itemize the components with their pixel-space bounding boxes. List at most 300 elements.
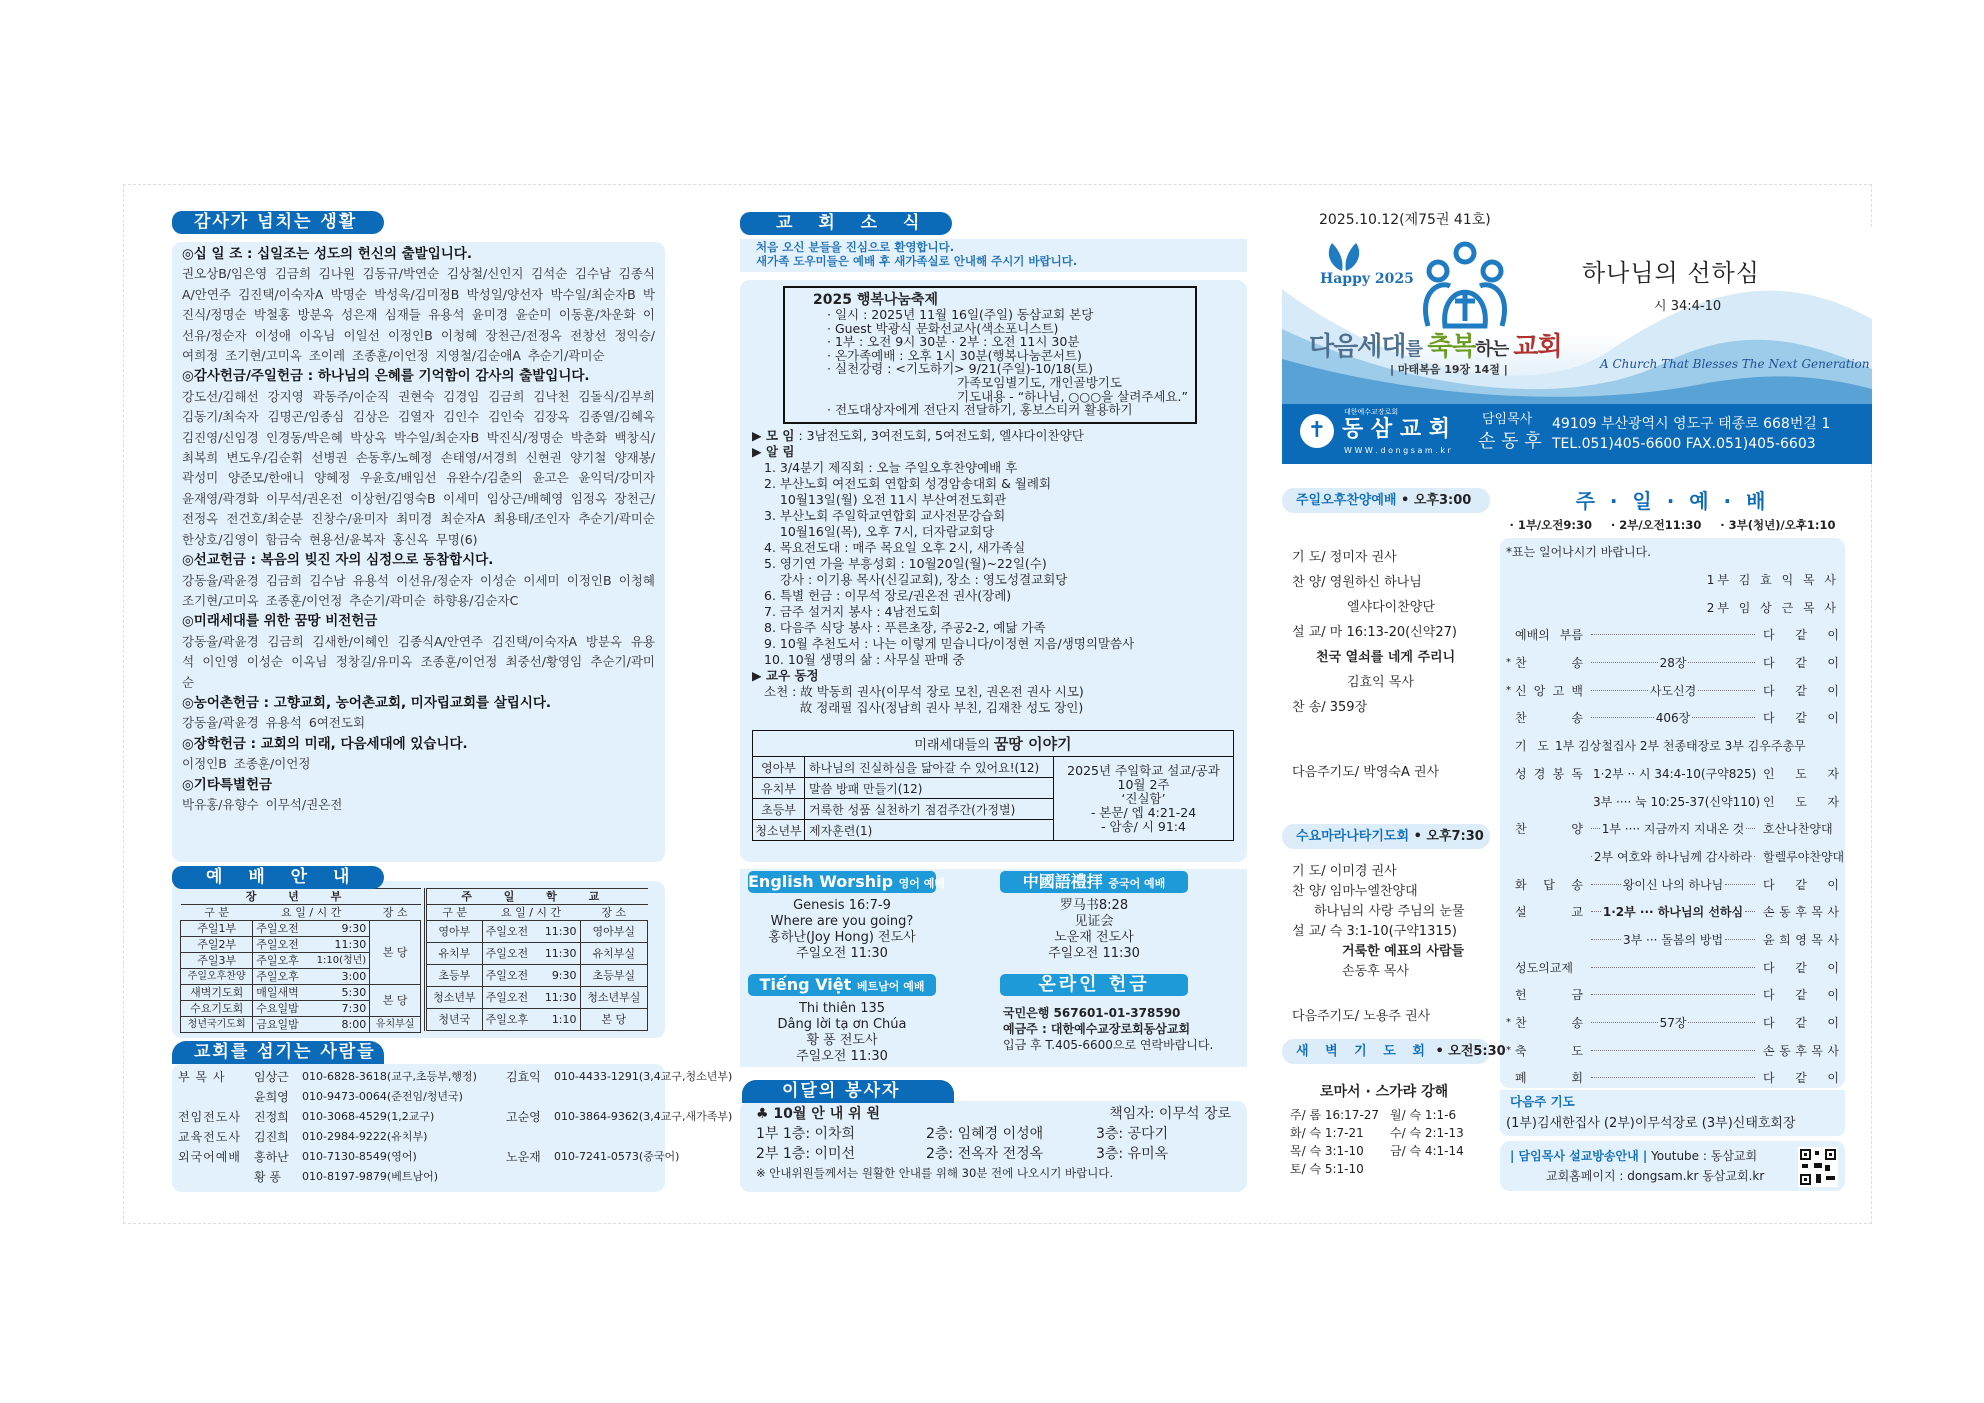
time-cell: 9:30 — [537, 965, 580, 987]
volunteer-assignment: 1부 1층: 이차희 — [756, 1126, 856, 1142]
condolence-line: 故 정래필 집사(정남희 권사 부친, 김재찬 성도 장인) — [764, 700, 1084, 715]
order-content-text: 1부 ···· 지금까지 지내온 것 — [1601, 822, 1745, 837]
worship-info-line: 주일오전 11:30 — [1048, 946, 1140, 961]
dotted-leader — [1725, 939, 1755, 940]
worship-order-row — [1506, 981, 1839, 1009]
future-title-prefix: 미래세대들의 — [914, 738, 990, 753]
dotted-leader — [1688, 662, 1755, 663]
worship-info-line: 홍하난(Joy Hong) 전도사 — [768, 930, 916, 945]
notice-item: 10월16일(목), 오후 7시, 더자람교회당 — [764, 524, 995, 539]
program-line: 기 도/ 이미경 권사 — [1292, 864, 1397, 879]
day-cell: 주일오전 — [482, 965, 537, 987]
dept-cell: 청소년부 — [753, 820, 805, 841]
english-worship-header — [748, 871, 945, 893]
order-content-text: 3부 ··· 돌봄의 방법 — [1622, 932, 1724, 947]
news-list — [752, 428, 1232, 716]
festival-item: 가족모임별기도, 개인골방기도 — [957, 374, 1122, 390]
time-cell: 11:30 — [537, 987, 580, 1009]
dotted-leader — [1591, 884, 1621, 885]
volunteers-note: ※ 안내위원들께서는 원활한 안내를 위해 30분 전에 나오시기 바랍니다. — [756, 1166, 1114, 1180]
adult-worship-table — [180, 888, 421, 1033]
volunteers-heading: ♣ 10월 안 내 위 원 — [756, 1106, 881, 1122]
worship-order-row — [1506, 1036, 1839, 1064]
service-name: 주일2부 — [181, 937, 253, 953]
notice-item: 6. 특별 헌금 : 이무석 장로/권온전 권사(장례) — [764, 588, 1012, 603]
slogan — [1309, 326, 1562, 363]
order-content — [1583, 709, 1763, 726]
next-prayer-label: 다음주 기도 — [1510, 1094, 1575, 1109]
worship-order-row — [1506, 676, 1839, 704]
english-title: English Worship — [748, 872, 894, 891]
order-content-text: 57장 — [1659, 1016, 1687, 1031]
online-offering-header: 온라인 헌금 — [1000, 974, 1188, 996]
banner — [1282, 229, 1872, 464]
dotted-leader — [1746, 828, 1755, 829]
worship-info-line: 见证会 — [1074, 914, 1114, 929]
order-content — [1583, 765, 1763, 782]
bank-account: 국민은행 567601-01-378590 — [1003, 1006, 1181, 1020]
staff-list — [178, 1067, 733, 1187]
dotted-leader — [1591, 1077, 1755, 1078]
worship-order-row — [1506, 898, 1839, 926]
dept-cell: 초등부 — [753, 799, 805, 820]
church-url: W W W . d o n g s a m . k r — [1344, 446, 1451, 455]
order-label: 찬 송 — [1515, 656, 1583, 671]
place-cell: 본 당 — [580, 1009, 647, 1031]
donor-names: 강도선/김해선 강지영 곽동주/이순직 권현숙 김경임 김금희 김낙천 김돌식/김부희 김동기/최숙자 김명곤/임종심 김상은 김열자 김인수 김인숙 김장옥 김종열/김혜옥 김진영/신임경 인경동/박은혜 박상옥 박수일/최순자B 박진식/정명순 박춘화 백창식/최복희 변도우/김순휘 선병권 손동후/노혜정 손태영/서경희 신현권 양기철 양재봉/곽성미 양준모/한애니 양혜정 우윤호/배임선 유완수/김춘의 윤고은 윤익덕/강미자 윤재영/곽경화 이무석/권온전 이상헌/김영숙B 이세미 임상근/배혜영 임정옥 장천근/전정옥 전건호/최순분 진창수/윤미자 최미경 최순자A 최용태/조인자 추순기/곽미순 한상호/김영이 함금숙 현용선/윤복자 홍신옥 무명(6) — [182, 388, 655, 547]
notice-item: 5. 영기연 가을 부흥성회 : 10월20일(월)~22일(수) — [764, 556, 1047, 571]
festival-item: · 1부 : 오전 9시 30분 · 2부 : 오전 11시 30분 — [827, 334, 1080, 350]
english-slogan: A Church That Blesses The Next Generation — [1600, 357, 1870, 371]
staff-phone: 010-7130-8549(영어) — [302, 1150, 417, 1163]
future-generation-table — [752, 730, 1234, 841]
order-leader: 다 같 이 — [1763, 628, 1839, 643]
school-table-title: 주 일 학 교 — [426, 889, 648, 905]
role: 외국어예배 — [178, 1150, 241, 1164]
wednesday-program — [1292, 862, 1465, 982]
order-leader: 손 동 후 목 사 — [1763, 905, 1839, 920]
service-name: 청년국기도회 — [181, 1017, 253, 1033]
slogan-part: 하는 — [1475, 339, 1514, 360]
program-line: 하나님의 사랑 주님의 눈물 — [1314, 904, 1465, 919]
church-logo-icon: ✝ — [1300, 414, 1334, 448]
dawn-subtitle: 로마서 · 스가랴 강해 — [1320, 1084, 1449, 1100]
curriculum-line: 2025년 주일학교 설교/공과 — [1067, 762, 1220, 778]
staff-name: 진정희 — [254, 1110, 289, 1124]
day-cell: 주일오전 — [482, 987, 537, 1009]
service-time: 9:30 — [307, 921, 369, 937]
staff-name: 윤희영 — [254, 1090, 289, 1104]
dotted-leader — [1591, 828, 1600, 829]
afternoon-worship-header — [1282, 488, 1490, 513]
section-heading: ◎감사헌금/주일헌금 : 하나님의 은혜를 기억함이 감사의 출발입니다. — [182, 368, 590, 385]
staff-phone — [554, 1127, 704, 1147]
lesson-cell: 하나님의 진실하심을 닮아갈 수 있어요!(12) — [805, 757, 1054, 778]
table-row — [426, 987, 648, 1009]
worship-order-row — [1506, 1009, 1839, 1037]
service-day: 금요일밤 — [253, 1017, 308, 1033]
church-phone: TEL.051)405-6600 FAX.051)405-6603 — [1552, 436, 1816, 452]
col-header: 구 분 — [181, 905, 253, 921]
dotted-leader — [1591, 1022, 1658, 1023]
volunteer-assignment: 2부 1층: 이미선 — [756, 1146, 856, 1162]
order-label: 찬 양 — [1515, 822, 1583, 837]
notice-item: 강사 : 이기용 목사(신길교회), 장소 : 영도성결교회당 — [764, 572, 1068, 587]
lesson-cell: 거룩한 성품 실천하기 점검주간(가정별) — [805, 799, 1054, 820]
dotted-leader — [1591, 634, 1755, 635]
chinese-title: 中國語禮拝 — [1022, 872, 1103, 891]
daily-reading: 화/ 슥 1:7-21 — [1290, 1126, 1364, 1140]
order-leader: 다 같 이 — [1763, 711, 1839, 726]
role: 전임전도사 — [178, 1110, 241, 1124]
program-line: 엘샤다이찬양단 — [1347, 600, 1435, 615]
table-row — [426, 1009, 648, 1031]
service-place: 본 당 — [370, 921, 421, 985]
slogan-part: 교회 — [1513, 332, 1562, 362]
time-cell: 11:30 — [537, 921, 580, 943]
table-row — [181, 1017, 421, 1033]
welcome-line: 처음 오신 분들을 진심으로 환영합니다. — [756, 240, 955, 254]
pastor-2: 2부 임 상 근 목 사 — [1706, 600, 1839, 615]
sunday-school-table — [424, 888, 648, 1031]
news-header: 교 회 소 식 — [740, 212, 952, 235]
dept-cell: 청년국 — [426, 1009, 483, 1031]
staff-phone: 010-8197-9879(베트남어) — [302, 1170, 439, 1183]
service-name: 주일1부 — [181, 921, 253, 937]
pastor-label: 담임목사 — [1482, 412, 1533, 427]
daily-reading: 목/ 슥 3:1-10 — [1290, 1144, 1364, 1158]
order-content — [1549, 737, 1839, 754]
stand-marker: * — [1506, 657, 1511, 669]
order-leader: 다 같 이 — [1763, 656, 1839, 671]
notices-label: ▶ 알 림 — [752, 444, 795, 459]
order-label: 설 교 — [1515, 905, 1583, 920]
slogan-ref-text: 마태복음 19장 14절 — [1397, 363, 1500, 376]
festival-box — [783, 286, 1197, 424]
order-label: 헌 금 — [1515, 988, 1583, 1003]
worship-order-row — [1506, 649, 1839, 677]
worship-order-row — [1506, 621, 1839, 649]
worship-info-line: Genesis 16:7-9 — [793, 898, 891, 913]
notice-item: 10. 10월 생명의 삶 : 사무실 판매 중 — [764, 652, 965, 667]
online-offering-info — [1003, 1005, 1213, 1053]
worship-order-row — [1506, 732, 1839, 760]
dept-cell: 초등부 — [426, 965, 483, 987]
volunteer-assignment: 2층: 전옥자 전정옥 — [926, 1146, 1044, 1162]
notice-item: 7. 금주 설거지 봉사 : 4남전도회 — [764, 604, 941, 619]
donor-names: 강동율/곽윤경 김금희 김수남 유용석 이선유/정순자 이성순 이세미 이정인B 이청혜 조기현/고미옥 조종훈/이언정 추순기/곽미순 하향용/김순자C — [182, 572, 655, 608]
gratitude-sections — [182, 244, 655, 815]
col-header: 요 일 / 시 간 — [482, 905, 580, 921]
table-row — [426, 965, 648, 987]
lesson-cell: 제자훈련(1) — [805, 820, 1054, 841]
volunteer-row — [756, 1124, 1231, 1144]
standing-note: *표는 일어나시기 바랍니다. — [1506, 545, 1651, 560]
youtube-link[interactable]: Youtube : 동삼교회 — [1651, 1149, 1758, 1163]
dotted-leader — [1591, 967, 1755, 968]
order-content — [1583, 634, 1763, 635]
staff-name: 김효익 — [506, 1070, 541, 1084]
homepage-link[interactable]: 교회홈페이지 : dongsam.kr 동삼교회.kr — [1546, 1169, 1765, 1183]
gratitude-box — [172, 242, 665, 862]
order-of-worship — [1506, 621, 1845, 1092]
dotted-leader — [1725, 884, 1755, 885]
donor-names: 강동율/곽윤경 유용석 6여전도회 — [182, 715, 366, 731]
volunteers-header: 이달의 봉사자 — [742, 1080, 954, 1103]
slogan-part: 다음세대 — [1309, 332, 1406, 362]
account-holder: 예금주 : 대한예수교장로회동삼교회 — [1003, 1022, 1191, 1036]
notice-item: 8. 다음주 식당 봉사 : 푸른초장, 주공2-2, 예닮 가족 — [764, 620, 1046, 635]
worship-order-row — [1506, 787, 1839, 815]
staff-phone: 010-2984-9222(유치부) — [302, 1130, 428, 1143]
order-leader: 다 같 이 — [1763, 1016, 1839, 1031]
staff-name: 노운재 — [506, 1150, 541, 1164]
condolence-line: 소천 : 故 박동희 권사(이무석 장로 모친, 권온전 권사 시모) — [764, 684, 1084, 699]
order-leader: 할렐루야찬양대 — [1763, 849, 1845, 864]
vietnamese-sub: 베트남어 예배 — [856, 980, 925, 993]
donor-names: 박유홍/유향수 이무석/권온전 — [182, 796, 343, 812]
worship-info-line: 주일오전 11:30 — [796, 1049, 888, 1064]
festival-items — [813, 307, 1188, 418]
welcome-box — [740, 239, 1247, 272]
volunteer-assignment: 3층: 유미옥 — [1096, 1146, 1169, 1162]
order-leader: 다 같 이 — [1763, 877, 1839, 892]
order-leader: 다 같 이 — [1763, 988, 1839, 1003]
dotted-leader — [1754, 856, 1755, 857]
notice-item: 9. 10월 추천도서 : 나는 이렇게 믿습니다/이정현 지음/생명의말씀사 — [764, 636, 1135, 651]
dotted-leader — [1692, 717, 1755, 718]
staff-phone: 010-9473-0064(준전임/청년국) — [302, 1090, 463, 1103]
daily-reading: 금/ 슥 4:1-14 — [1390, 1144, 1464, 1158]
afternoon-title: 주일오후찬양예배 — [1296, 493, 1397, 508]
day-cell: 주일오전 — [482, 921, 537, 943]
sunday-order-box — [1500, 538, 1845, 1088]
slogan-part: 를 — [1405, 339, 1428, 360]
service-time: 1:10(청년) — [307, 953, 369, 969]
order-content — [1583, 793, 1763, 810]
staff-box — [172, 1064, 733, 1192]
order-content — [1583, 1050, 1763, 1051]
staff-name — [506, 1127, 550, 1147]
notice-item: 1. 3/4분기 제직회 : 오늘 주일오후찬양예배 후 — [764, 460, 1018, 475]
worship-info-line: 주일오전 11:30 — [796, 946, 888, 961]
service-place: 본 당 — [370, 985, 421, 1017]
service-time: 8:00 — [307, 1017, 369, 1033]
service-day: 매일새벽 — [253, 985, 308, 1001]
worship-order-row — [1506, 1064, 1839, 1092]
program-line: 기 도/ 정미자 권사 — [1292, 550, 1397, 565]
time-cell: 11:30 — [537, 943, 580, 965]
happy-2025: Happy 2025 — [1320, 271, 1414, 287]
program-line: 설 교/ 슥 3:1-10(구약1315) — [1292, 924, 1457, 939]
order-leader: 인 도 자 — [1763, 794, 1839, 809]
festival-item: 기도내용 - “하나님, ○○○을 살려주세요.” — [957, 388, 1188, 404]
pastor-name: 손 동 후 — [1478, 431, 1542, 452]
worship-order-row — [1506, 953, 1839, 981]
service-time: · 1부/오전9:30 — [1509, 518, 1592, 532]
order-label: 성도의교제 — [1515, 960, 1573, 975]
worship-order-row — [1506, 843, 1845, 871]
program-line: 거룩한 예표의 사람들 — [1342, 944, 1465, 959]
wave-decoration — [1282, 229, 1872, 404]
order-content — [1583, 654, 1763, 671]
order-leader: 다 같 이 — [1763, 960, 1839, 975]
order-content-text: 2부 여호와 하나님께 감사하라 — [1593, 849, 1753, 864]
dotted-leader — [1591, 939, 1621, 940]
staff-name — [506, 1167, 550, 1187]
worship-order-row — [1506, 870, 1839, 898]
worship-guide-box — [172, 881, 665, 1038]
sunday-worship-times — [1500, 517, 1845, 533]
sermon-title: 하나님의 선하심 — [1582, 259, 1760, 287]
staff-name: 임상근 — [254, 1070, 289, 1084]
order-label: 신 앙 고 백 — [1515, 683, 1583, 698]
time-cell: 1:10 — [537, 1009, 580, 1031]
dotted-leader — [1698, 690, 1755, 691]
volunteer-assignment: 3층: 공다기 — [1096, 1126, 1169, 1142]
order-content-text: 28장 — [1659, 656, 1687, 671]
service-time: 5:30 — [307, 985, 369, 1001]
chinese-worship-info — [1000, 898, 1188, 962]
broadcast-box — [1500, 1141, 1845, 1191]
section-heading: ◎장학헌금 : 교회의 미래, 다음세대에 있습니다. — [182, 735, 468, 752]
staff-name: 황 퐁 — [254, 1170, 281, 1184]
dept-cell: 영아부 — [753, 757, 805, 778]
dawn-readings — [1290, 1106, 1485, 1178]
service-name: 새벽기도회 — [181, 985, 253, 1001]
pastor-1: 1부 김 효 익 목 사 — [1706, 573, 1839, 588]
family-cross-logo — [1410, 241, 1520, 331]
service-time: 3:00 — [307, 969, 369, 985]
dotted-leader — [1591, 717, 1654, 718]
order-content-text: 사도신경 — [1649, 683, 1697, 698]
order-label: 기 도 — [1515, 739, 1549, 754]
staff-phone — [554, 1087, 704, 1107]
notice-items — [752, 460, 1232, 668]
wednesday-prayer-header — [1282, 824, 1490, 849]
english-worship-info — [748, 898, 936, 962]
dotted-leader — [1591, 662, 1658, 663]
col-header: 구 분 — [426, 905, 483, 921]
order-content — [1583, 903, 1763, 920]
program-line: 손동후 목사 — [1342, 964, 1409, 979]
festival-title: 2025 행복나눔축제 — [813, 292, 938, 308]
dotted-leader — [1591, 911, 1601, 912]
service-time: 7:30 — [307, 1001, 369, 1017]
daily-reading: 토/ 슥 5:1-10 — [1290, 1162, 1364, 1176]
table-row — [181, 985, 421, 1001]
worship-info-line: 罗马书8:28 — [1059, 898, 1129, 913]
program-line: 천국 열쇠를 네게 주리니 — [1316, 650, 1456, 665]
order-content — [1583, 931, 1763, 948]
section-heading: ◎농어촌헌금 : 고향교회, 농어촌교회, 미자립교회를 살립시다. — [182, 694, 552, 711]
dotted-leader — [1591, 856, 1592, 857]
vietnamese-title: Tiếng Việt — [759, 975, 852, 994]
afternoon-time: • 오후3:00 — [1401, 493, 1472, 508]
dotted-leader — [1591, 1050, 1755, 1051]
adult-table-title: 장 년 부 — [181, 889, 421, 905]
order-content — [1583, 967, 1763, 968]
order-content-text: 1·2부 ·· 시 34:4-10(구약825) — [1593, 766, 1757, 781]
worship-info-line: Where are you going? — [770, 914, 914, 929]
order-content — [1583, 848, 1763, 865]
dotted-leader — [1591, 994, 1755, 995]
lesson-cell: 말씀 방패 만들기(12) — [805, 778, 1054, 799]
curriculum-line: - 본문/ 엡 4:21-24 — [1090, 804, 1197, 820]
order-content — [1583, 820, 1763, 837]
staff-name: 고순영 — [506, 1110, 541, 1124]
staff-name: 김진희 — [254, 1130, 289, 1144]
section-heading: ◎십 일 조 : 십일조는 성도의 헌신의 출발입니다. — [182, 246, 472, 262]
role — [178, 1167, 250, 1187]
col-header: 장 소 — [580, 905, 647, 921]
table-row — [426, 921, 648, 943]
issue-date: 2025.10.12(제75권 41호) — [1319, 212, 1491, 228]
dept-cell: 유치부 — [426, 943, 483, 965]
service-time: · 3부(청년)/오후1:10 — [1720, 518, 1836, 532]
afternoon-program — [1292, 545, 1457, 720]
church-address: 49109 부산광역시 영도구 태종로 668번길 1 — [1552, 416, 1831, 432]
notice-item: 10월13일(월) 오전 11시 부산여전도회관 — [764, 492, 1007, 507]
curriculum-line: ‘진실함’ — [1121, 790, 1166, 806]
next-prayer-box — [1500, 1090, 1845, 1136]
worship-info-line: 황 퐁 전도사 — [806, 1033, 878, 1048]
role: 부 목 사 — [178, 1070, 226, 1084]
worship-info-line: 노운재 전도사 — [1054, 930, 1134, 945]
stand-marker: * — [1506, 684, 1511, 696]
day-cell: 주일오전 — [482, 943, 537, 965]
wednesday-next-prayer: 다음주기도/ 노용주 권사 — [1292, 1009, 1431, 1024]
volunteers-lead: 책임자: 이무석 장로 — [1109, 1106, 1231, 1122]
order-content-text: 406장 — [1655, 711, 1691, 726]
table-row — [426, 943, 648, 965]
role: 교육전도사 — [178, 1130, 241, 1144]
qr-code-icon[interactable] — [1798, 1147, 1838, 1187]
staff-phone: 010-3864-9362(3,4교구,새가족부) — [554, 1110, 733, 1123]
order-leader: 다 같 이 — [1763, 683, 1839, 698]
worship-info-line: Thi thiên 135 — [798, 1001, 886, 1016]
role — [178, 1087, 250, 1107]
day-cell: 주일오후 — [482, 1009, 537, 1031]
program-line: 찬 양/ 임마누엘찬양대 — [1292, 884, 1418, 899]
order-content — [1583, 682, 1763, 699]
festival-item: · 온가족예배 : 오후 1시 30분(행복나눔콘서트) — [827, 347, 1082, 363]
dotted-leader — [1745, 911, 1755, 912]
offering-note: 입금 후 T.405-6600으로 연락바랍니다. — [1003, 1038, 1214, 1052]
festival-item: · Guest 박광식 문화선교사(색소포니스트) — [827, 320, 1059, 336]
slogan-reference: | 마태복음 19장 14절 | — [1390, 363, 1508, 376]
church-name: 동 삼 교 회 — [1342, 417, 1450, 442]
donor-names: 권오상B/임은영 김금희 김나원 김동규/박연순 김상철/신인지 김석순 김수남 김종식A/안연주 김진택/이숙자A 박명순 박성욱/김미정B 박성일/양선자 박수일/최순자B 박진식/정명순 박철홍 방분옥 성은재 심재들 유용석 윤미경 윤순미 이동훈/차운화 이선유/정순자 이성애 이옥님 이일선 이정인B 이청혜 장천근/전정옥 전창선 정익승/여희정 조기현/고미옥 조이레 조종훈/이언정 지영철/김순애A 추순기/곽미순 — [182, 266, 655, 364]
order-label: 성 경 봉 독 — [1515, 766, 1583, 781]
chinese-sub: 중국어 예배 — [1108, 877, 1166, 890]
service-day: 수요일밤 — [253, 1001, 308, 1017]
daily-reading: 월/ 슥 1:1-6 — [1390, 1108, 1457, 1122]
section-heading: ◎기타특별헌금 — [182, 776, 273, 793]
order-label: 예배의 부름 — [1515, 628, 1583, 643]
meeting-label: ▶ 모 임 — [752, 428, 795, 443]
volunteer-row — [756, 1144, 1231, 1164]
staff-phone: 010-3068-4529(1,2교구) — [302, 1110, 435, 1123]
service-name: 주일오후찬양 — [181, 969, 253, 985]
service-name: 주일3부 — [181, 953, 253, 969]
future-title: 꿈땅 이야기 — [993, 735, 1072, 753]
order-content-text: 1부 김상철집사 2부 천종태장로 3부 김우주총무 — [1555, 739, 1806, 754]
vietnamese-worship-info — [748, 1001, 936, 1065]
english-sub: 영어 예배 — [898, 877, 945, 890]
order-content — [1583, 1014, 1763, 1031]
church-info-band — [1282, 404, 1872, 464]
